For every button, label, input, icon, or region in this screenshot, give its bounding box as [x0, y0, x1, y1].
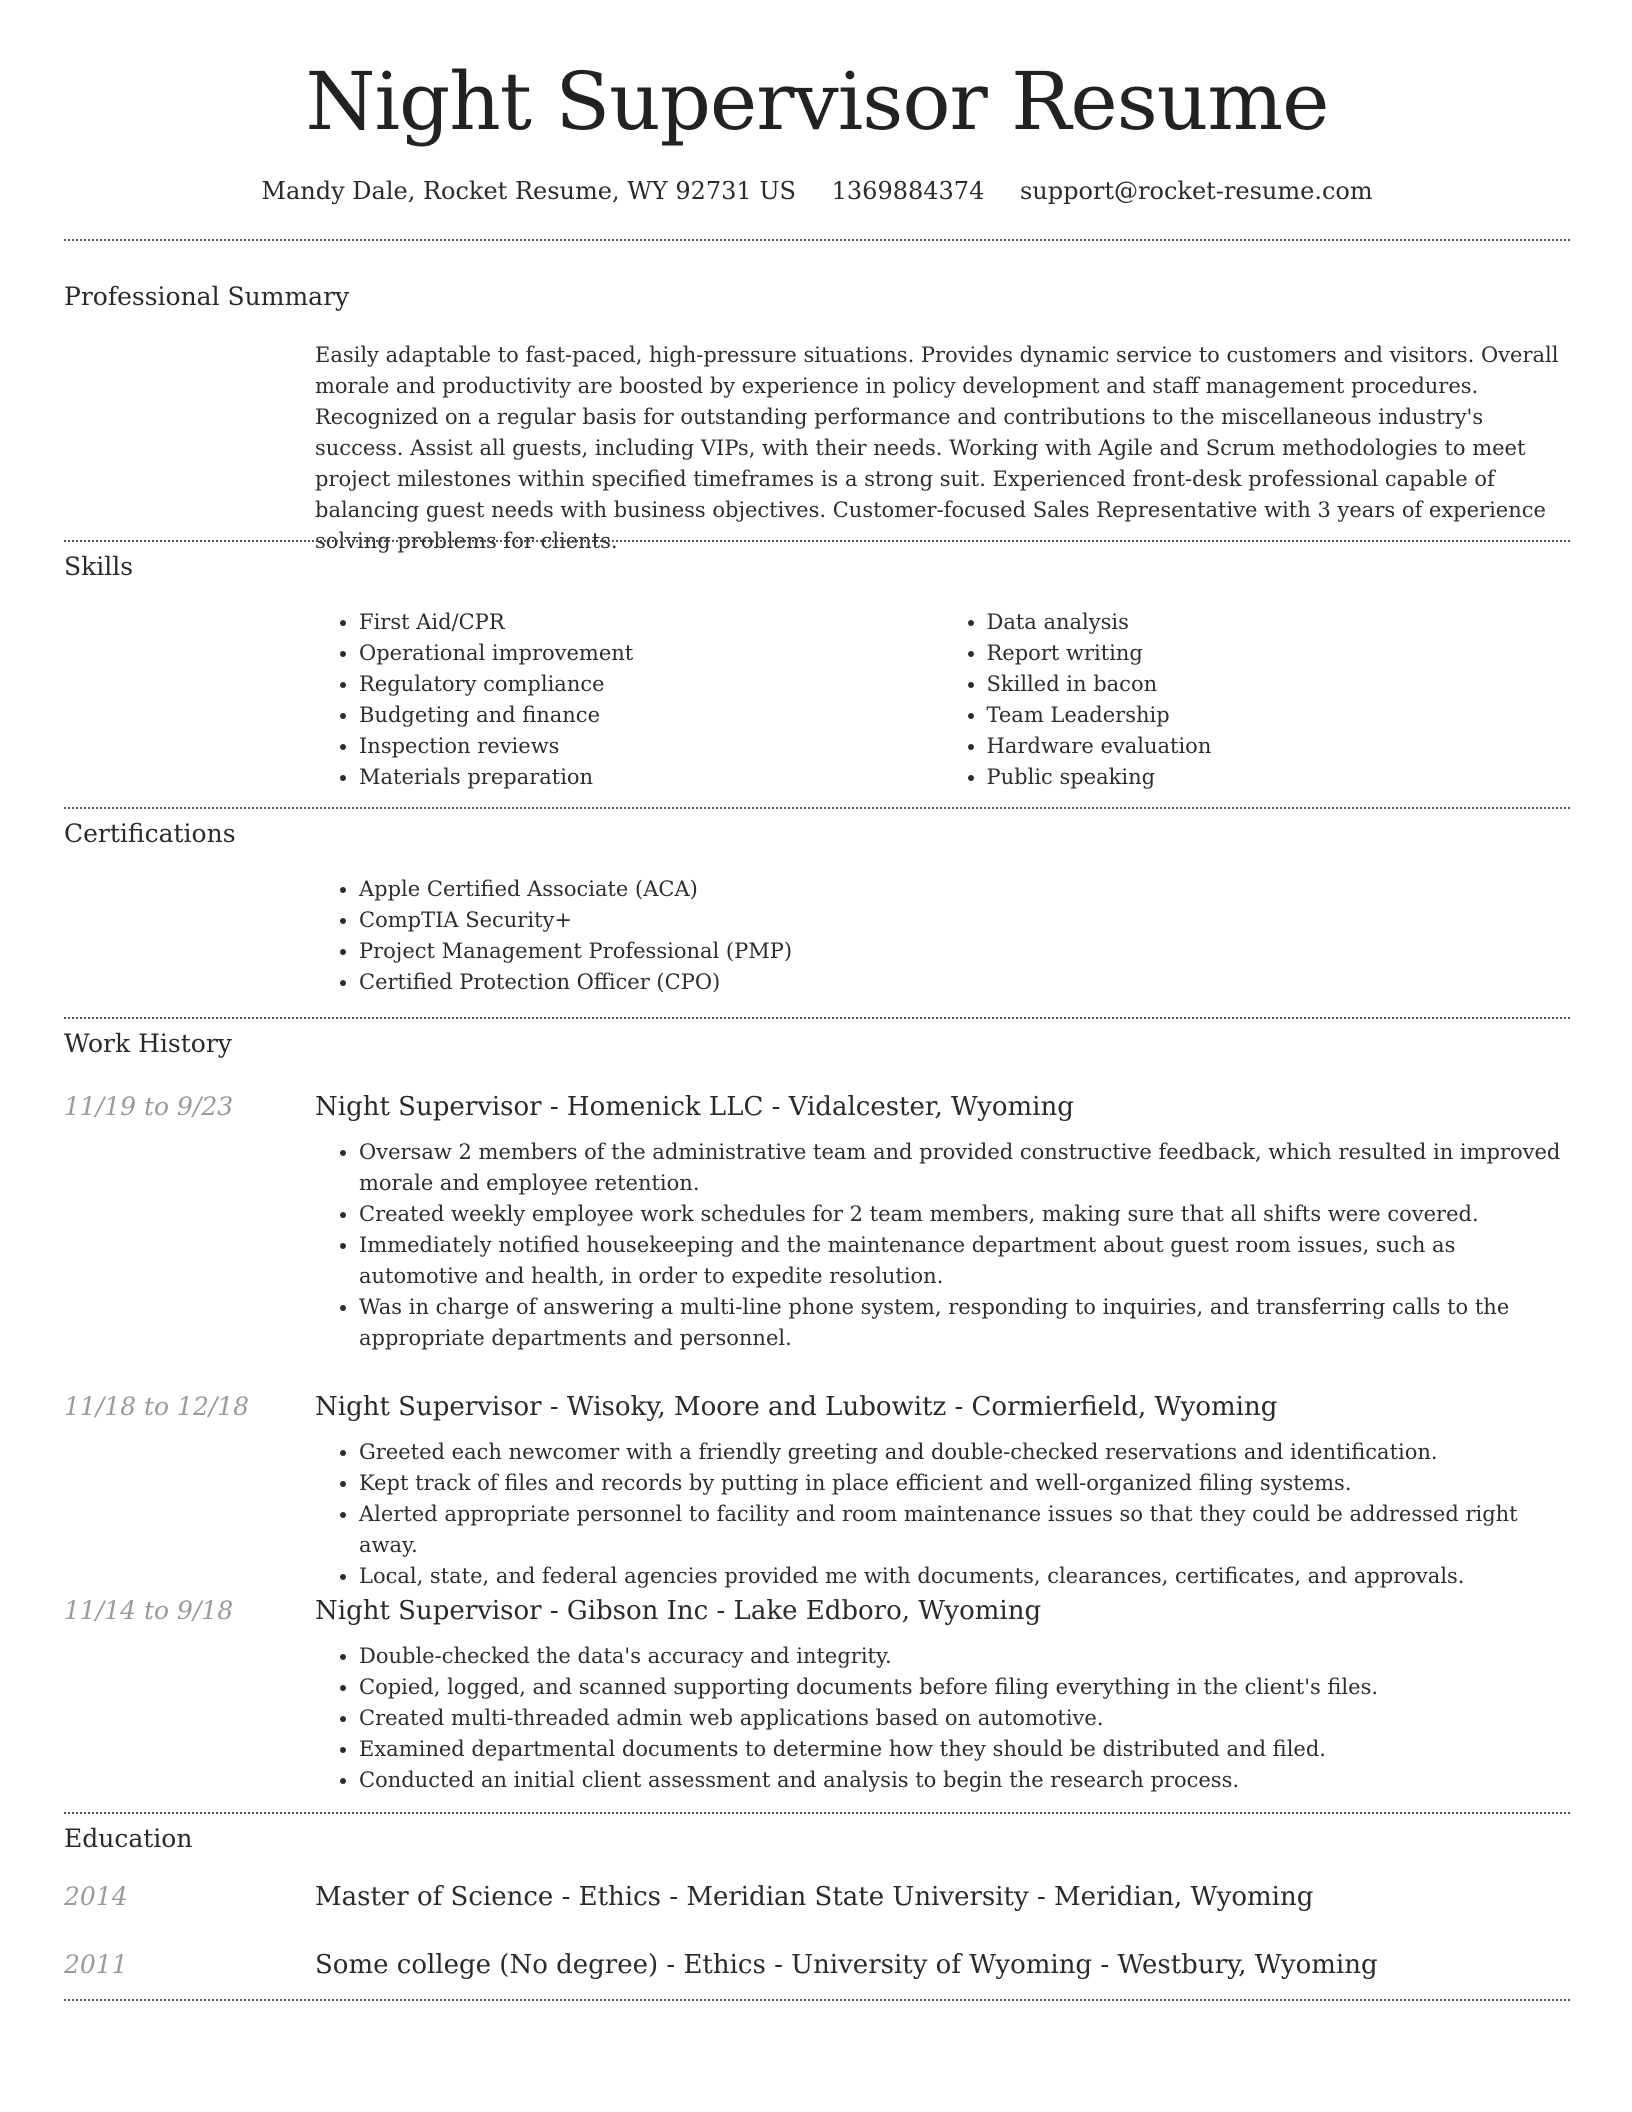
education-year: 2014 — [64, 1882, 128, 1911]
contact-email: support@rocket-resume.com — [1019, 177, 1373, 205]
divider — [64, 239, 1570, 241]
skills-heading: Skills — [64, 552, 134, 581]
work-section — [64, 1029, 1570, 1792]
resume-title: Night Supervisor Resume — [305, 55, 1329, 148]
education-title: Some college (No degree) - Ethics - University of Wyoming - Westbury, Wyoming — [315, 1950, 1378, 1980]
skills-section — [64, 552, 1570, 789]
education-title: Master of Science - Ethics - Meridian State University - Meridian, Wyoming — [315, 1882, 1314, 1912]
skill-item: • Data analysis — [987, 607, 1571, 638]
summary-section — [64, 282, 1570, 553]
job-dates: 11/19 to 9/23 — [64, 1092, 234, 1121]
contact-address: Mandy Dale, Rocket Resume, WY 92731 US — [261, 177, 796, 205]
certifications-list — [315, 874, 1570, 998]
summary-heading: Professional Summary — [64, 282, 350, 311]
skill-item: • Public speaking — [987, 762, 1571, 793]
certification-item: • Certified Protection Officer (CPO) — [359, 967, 1570, 998]
skill-item: • Budgeting and finance — [359, 700, 943, 731]
divider — [64, 1017, 1570, 1019]
job-bullets — [315, 1641, 1570, 1796]
job-bullet: • Double-checked the data's accuracy and integrity. — [359, 1641, 1570, 1672]
skill-item: • Hardware evaluation — [987, 731, 1571, 762]
job-bullet: • Oversaw 2 members of the administrative team and provided constructive feedback, which resulted in improved morale and employee retention. — [359, 1137, 1570, 1199]
job-title: Night Supervisor - Wisoky, Moore and Lubowitz - Cormierfield, Wyoming — [315, 1392, 1278, 1422]
job-bullets — [315, 1437, 1570, 1592]
skill-item: • Operational improvement — [359, 638, 943, 669]
job-bullet: • Kept track of files and records by putting in place efficient and well-organized filing systems. — [359, 1468, 1570, 1499]
skill-item: • Skilled in bacon — [987, 669, 1571, 700]
job-title: Night Supervisor - Gibson Inc - Lake Edboro, Wyoming — [315, 1596, 1042, 1626]
job-bullet: • Created multi-threaded admin web applications based on automotive. — [359, 1703, 1570, 1734]
certification-item: • Project Management Professional (PMP) — [359, 936, 1570, 967]
education-year: 2011 — [64, 1950, 128, 1979]
skill-item: • Team Leadership — [987, 700, 1571, 731]
summary-text: Easily adaptable to fast-paced, high-pressure situations. Provides dynamic service to customers and visitors. Overall morale and productivity are boosted by experience in policy development and staff management procedures. Recognized on a regular basis for outstanding performance and contributions to the miscellaneous industry's success. Assist all guests, including VIPs, with their needs. Working with Agile and Scrum methodologies to meet project milestones within specified timeframes is a strong suit. Experienced front-desk professional capable of balancing guest needs with business objectives. Customer-focused Sales Representative with 3 years of experience solving problems for clients. — [315, 343, 1559, 553]
skill-item: • Regulatory compliance — [359, 669, 943, 700]
skill-item: • Report writing — [987, 638, 1571, 669]
job-bullet: • Local, state, and federal agencies provided me with documents, clearances, certificates, and approvals. — [359, 1561, 1570, 1592]
contact-phone: 1369884374 — [831, 177, 985, 205]
skill-item: • Inspection reviews — [359, 731, 943, 762]
work-heading: Work History — [64, 1029, 232, 1058]
job-bullet: • Immediately notified housekeeping and the maintenance department about guest room issues, such as automotive and health, in order to expedite resolution. — [359, 1230, 1570, 1292]
job-dates: 11/14 to 9/18 — [64, 1596, 234, 1625]
certifications-heading: Certifications — [64, 819, 236, 848]
job-bullet: • Created weekly employee work schedules for 2 team members, making sure that all shifts were covered. — [359, 1199, 1570, 1230]
education-section — [64, 1824, 1570, 1980]
skills-list-right — [943, 607, 1571, 793]
job-bullets — [315, 1137, 1570, 1354]
job-bullet: • Greeted each newcomer with a friendly greeting and double-checked reservations and identification. — [359, 1437, 1570, 1468]
certification-item: • CompTIA Security+ — [359, 905, 1570, 936]
certifications-section — [64, 819, 1570, 994]
certification-item: • Apple Certified Associate (ACA) — [359, 874, 1570, 905]
job-bullet: • Was in charge of answering a multi-line phone system, responding to inquiries, and transferring calls to the appropriate departments and personnel. — [359, 1292, 1570, 1354]
skills-list-left — [315, 607, 943, 793]
divider — [64, 540, 1570, 542]
skill-item: • First Aid/CPR — [359, 607, 943, 638]
skill-item: • Materials preparation — [359, 762, 943, 793]
job-bullet: • Examined departmental documents to determine how they should be distributed and filed. — [359, 1734, 1570, 1765]
job-title: Night Supervisor - Homenick LLC - Vidalcester, Wyoming — [315, 1092, 1074, 1122]
divider — [64, 1812, 1570, 1814]
divider — [64, 1999, 1570, 2001]
job-bullet: • Copied, logged, and scanned supporting documents before filing everything in the client's files. — [359, 1672, 1570, 1703]
contact-line — [64, 174, 1570, 208]
job-dates: 11/18 to 12/18 — [64, 1392, 250, 1421]
job-bullet: • Conducted an initial client assessment and analysis to begin the research process. — [359, 1765, 1570, 1796]
job-bullet: • Alerted appropriate personnel to facility and room maintenance issues so that they could be addressed right away. — [359, 1499, 1570, 1561]
resume-page — [64, 0, 1570, 1980]
divider — [64, 807, 1570, 809]
education-heading: Education — [64, 1824, 193, 1853]
